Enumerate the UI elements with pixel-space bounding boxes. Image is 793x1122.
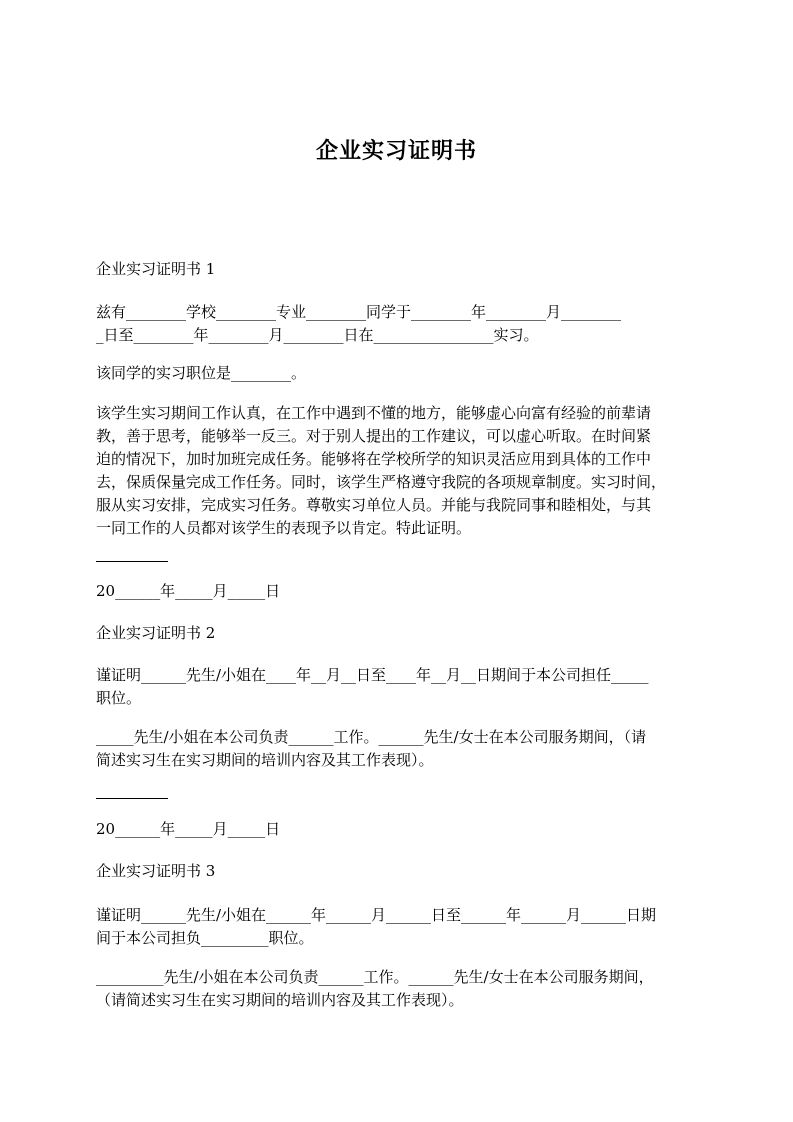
section-2-date: 20______年_____月_____日	[96, 820, 281, 838]
section-1-paragraph-1-line-1: 兹有________学校________专业________同学于________年________月________	[96, 303, 622, 321]
section-heading-2: 企业实习证明书 2	[96, 624, 216, 642]
section-3-paragraph-1-line-1: 谨证明______先生/小姐在______年______月______日至______年______月______日期	[96, 906, 657, 924]
section-3-paragraph-2-line-2: （请简述实习生在实习期间的培训内容及其工作表现）。	[96, 991, 464, 1009]
section-2-paragraph-2-line-2: 简述实习生在实习期间的培训内容及其工作表现）。	[96, 751, 434, 769]
signature-line-1	[96, 561, 168, 562]
section-1-paragraph-2: 该同学的实习职位是________。	[96, 364, 307, 382]
section-1-paragraph-3-line-6: 一同工作的人员都对该学生的表现予以肯定。特此证明。	[96, 519, 472, 537]
section-3-paragraph-2-line-1: _________先生/小姐在本公司负责______工作。______先生/女士在本公司服务期间，	[96, 968, 654, 986]
section-1-paragraph-3-line-1: 该学生实习期间工作认真，在工作中遇到不懂的地方，能够虚心向富有经验的前辈请	[96, 404, 652, 422]
section-1-paragraph-3-line-5: 服从实习安排，完成实习任务。尊敬实习单位人员。并能与我院同事和睦相处，与其	[96, 496, 652, 514]
section-2-paragraph-2-line-1: _____先生/小姐在本公司负责______工作。______先生/女士在本公司服务期间，（请	[96, 728, 647, 746]
section-3-paragraph-1-line-2: 间于本公司担负_________职位。	[96, 929, 314, 947]
signature-line-2	[96, 798, 168, 799]
section-2-paragraph-1-line-2: 职位。	[96, 689, 142, 707]
section-2-paragraph-1-line-1: 谨证明______先生/小姐在____年__月__日至____年__月__日期间于本公司担任_____	[96, 666, 649, 684]
section-heading-1: 企业实习证明书 1	[96, 260, 216, 278]
section-1-date: 20______年_____月_____日	[96, 582, 281, 600]
document-title: 企业实习证明书	[315, 138, 477, 164]
section-1-paragraph-3-line-3: 迫的情况下，加时加班完成任务。能够将在学校所学的知识灵活应用到具体的工作中	[96, 450, 652, 468]
section-1-paragraph-3-line-4: 去，保质保量完成工作任务。同时，该学生严格遵守我院的各项规章制度。实习时间，	[96, 473, 667, 491]
section-heading-3: 企业实习证明书 3	[96, 862, 216, 880]
section-1-paragraph-1-line-2: _日至________年________月________日在________________实习。	[96, 326, 539, 344]
section-1-paragraph-3-line-2: 教，善于思考，能够举一反三。对于别人提出的工作建议，可以虚心听取。在时间紧	[96, 427, 652, 445]
